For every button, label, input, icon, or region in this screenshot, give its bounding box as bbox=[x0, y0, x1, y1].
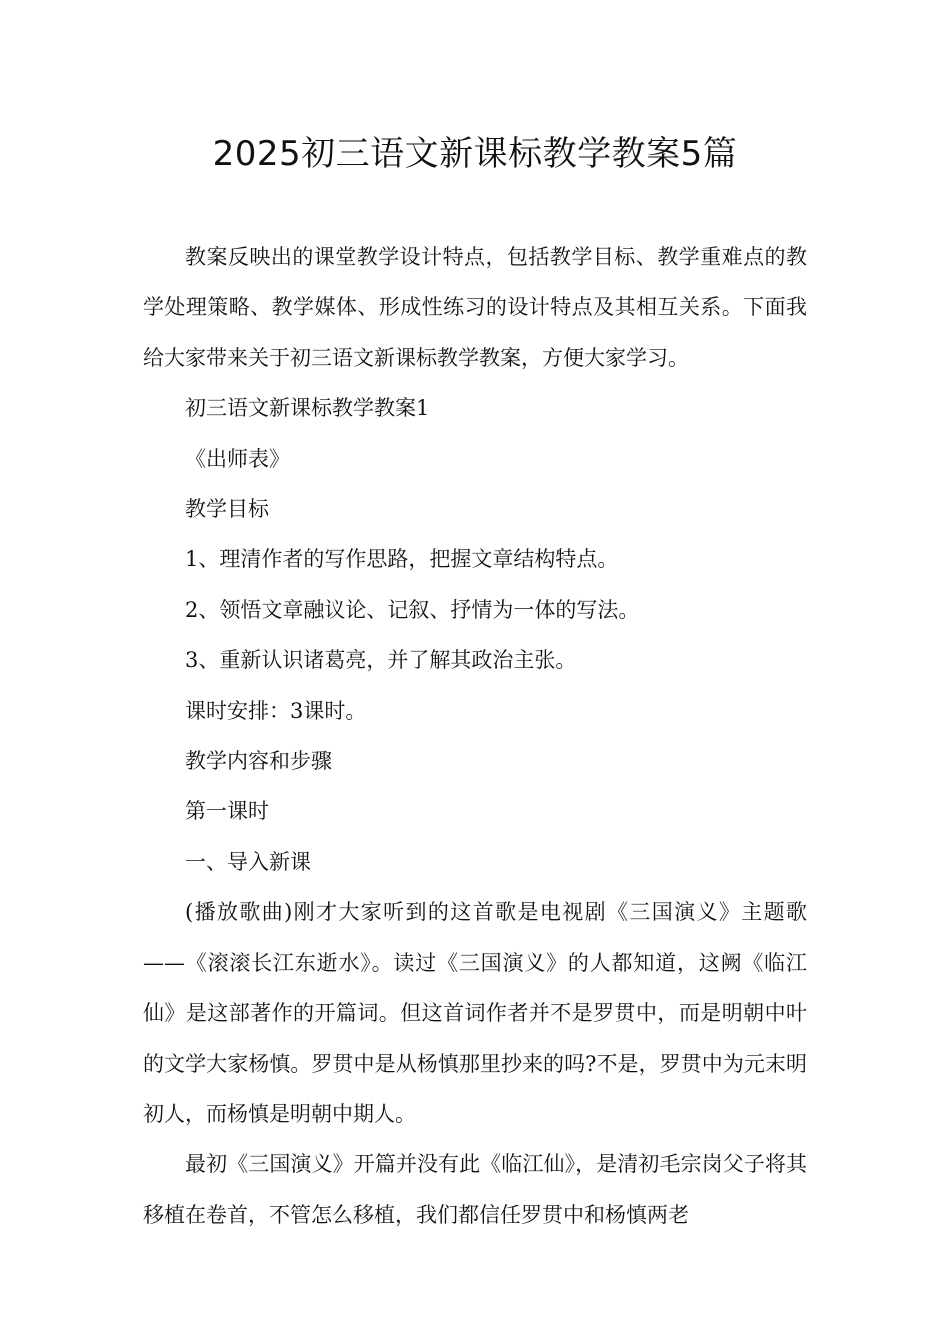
objective-item: 1、理清作者的写作思路，把握文章结构特点。 bbox=[185, 547, 619, 572]
subheading-steps: 教学内容和步骤 bbox=[185, 749, 332, 774]
body-paragraph: (播放歌曲)刚才大家听到的这首歌是电视剧《三国演义》主题歌——《滚滚长江东逝水》。读过《三国演义》的人都知道，这阙《临江仙》是这部著作的开篇词。但这首词作者并不是罗贯中，而是明朝中叶的文学大家杨慎。罗贯中是从杨慎那里抄来的吗?不是，罗贯中为元末明初人，而杨慎是明朝中期人。 bbox=[143, 900, 807, 1126]
schedule-line: 课时安排：3课时。 bbox=[185, 698, 367, 723]
document-body bbox=[143, 232, 807, 1240]
subheading-objectives: 教学目标 bbox=[185, 497, 269, 522]
document-title: 2025初三语文新课标教学教案5篇 bbox=[212, 134, 738, 174]
intro-paragraph: 教案反映出的课堂教学设计特点，包括教学目标、教学重难点的教学处理策略、教学媒体、形成性练习的设计特点及其相互关系。下面我给大家带来关于初三语文新课标教学教案，方便大家学习。 bbox=[143, 245, 807, 370]
body-paragraph: 最初《三国演义》开篇并没有此《临江仙》，是清初毛宗岗父子将其移植在卷首，不管怎么移植，我们都信任罗贯中和杨慎两老 bbox=[143, 1152, 807, 1227]
objective-item: 3、重新认识诸葛亮，并了解其政治主张。 bbox=[185, 648, 577, 673]
objective-item: 2、领悟文章融议论、记叙、抒情为一体的写法。 bbox=[185, 597, 640, 622]
subheading-introduction: 一、导入新课 bbox=[185, 849, 311, 874]
lesson-title: 《出师表》 bbox=[185, 446, 290, 471]
section-heading: 初三语文新课标教学教案1 bbox=[185, 396, 430, 421]
subheading-first-period: 第一课时 bbox=[185, 799, 269, 824]
